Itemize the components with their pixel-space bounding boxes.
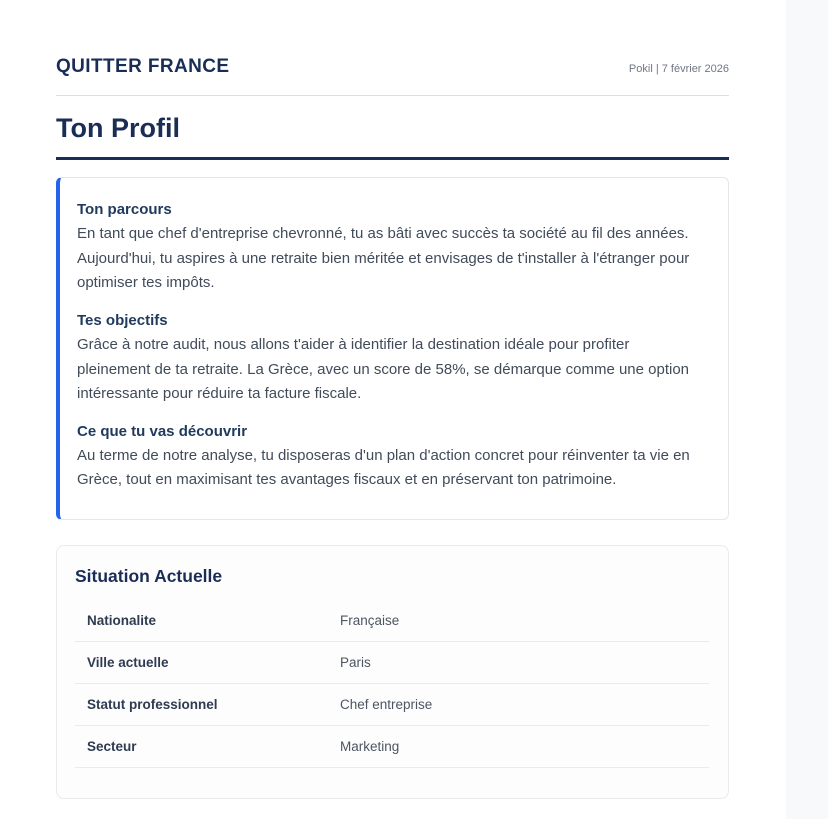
header-meta: Pokil | 7 février 2026 [628, 63, 729, 75]
row-label-statut: Statut professionnel [87, 696, 218, 712]
callout-body: Grâce à notre audit, nous allons t'aider à identifier la destination idéale pour profiter pleinement de ta retraite. La Grèce, avec un score de 58%, se démarque comme une option intéressante pour réduire ta facture fiscale. [77, 336, 690, 403]
row-value-nationalite: Française [340, 612, 400, 628]
row-label-nationalite: Nationalite [87, 612, 157, 628]
callout-heading: Ce que tu vas découvrir [77, 422, 248, 440]
document-header [56, 0, 729, 96]
situation-card [56, 545, 729, 799]
callout-group-decouvrir [77, 420, 706, 493]
profile-section-title: Ton Profil [56, 113, 729, 160]
situation-card-title: Situation Actuelle [75, 565, 223, 586]
table-row [75, 684, 709, 726]
callout-group-objectifs [77, 309, 706, 407]
row-value-ville: Paris [340, 654, 371, 670]
row-value-secteur: Marketing [340, 738, 400, 754]
callout-heading: Tes objectifs [77, 311, 168, 329]
table-row [75, 642, 709, 684]
row-label-ville: Ville actuelle [87, 654, 169, 670]
callout-group-parcours [77, 198, 706, 296]
row-label-secteur: Secteur [87, 738, 137, 754]
table-row [75, 600, 709, 642]
callout-heading: Ton parcours [77, 201, 172, 218]
callout-body: Au terme de notre analyse, tu disposeras d'un plan d'action concret pour réinventer ta vie en Grèce, tout en maximisant tes avantages fiscaux et en préservant ton patrimoine. [77, 446, 690, 489]
table-row [75, 726, 709, 768]
row-value-statut: Chef entreprise [340, 696, 433, 712]
profile-callout [56, 177, 729, 520]
callout-body: En tant que chef d'entreprise chevronné, tu as bâti avec succès ta société au fil des années. Aujourd'hui, tu aspires à une retraite bien méritée et envisages de t'installer à l'étranger pour optimiser tes impôts. [77, 225, 690, 292]
brand-title: QUITTER FRANCE [56, 56, 230, 77]
